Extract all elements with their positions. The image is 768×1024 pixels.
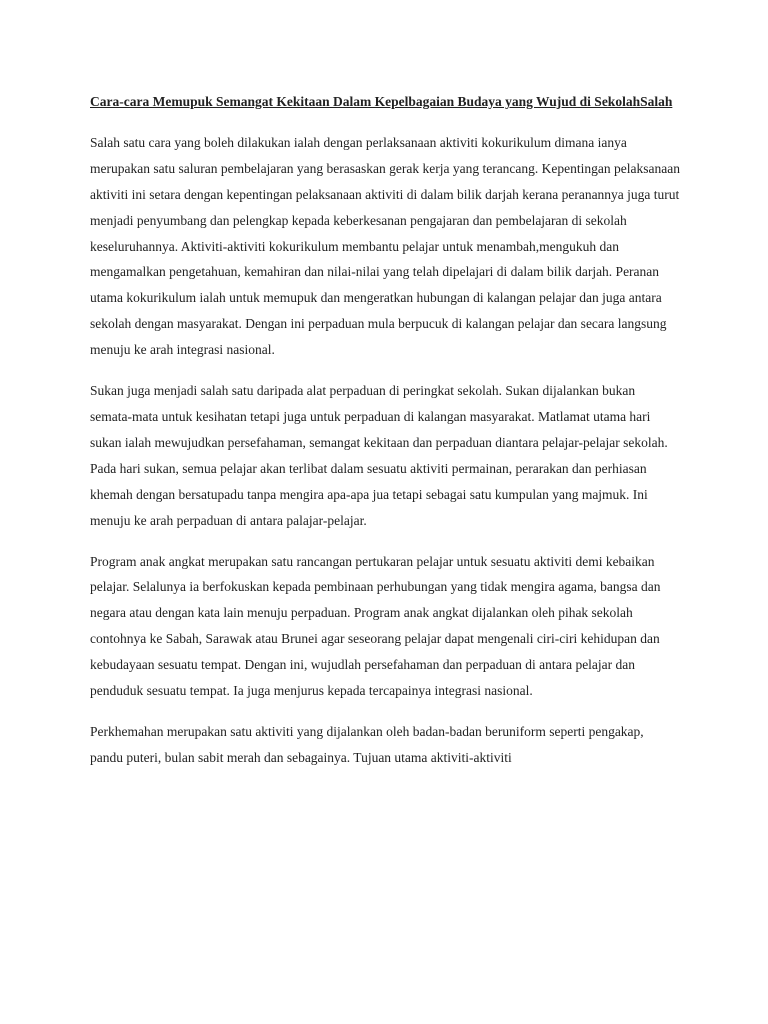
paragraph-anak-angkat: Program anak angkat merupakan satu rancangan pertukaran pelajar untuk sesuatu aktiviti demi kebaikan pelajar. Selalunya ia berfokuskan kepada pembinaan perhubungan yang tidak mengira agama, bangsa dan negara atau dengan kata lain menuju perpaduan. Program anak angkat dijalankan oleh pihak sekolah contohnya ke Sabah, Sarawak atau Brunei agar seseorang pelajar dapat mengenali ciri-ciri kehidupan dan kebudayaan sesuatu tempat. Dengan ini, wujudlah persefahaman dan perpaduan di antara pelajar dan penduduk sesuatu tempat. Ia juga menjurus kepada tercapainya integrasi nasional. (90, 553, 661, 699)
paragraph-sukan: Sukan juga menjadi salah satu daripada alat perpaduan di peringkat sekolah. Sukan dijalankan bukan semata-mata untuk kesihatan tetapi juga untuk perpaduan di kalangan masyarakat. Matlamat utama hari sukan ialah mewujudkan persefahaman, semangat kekitaan dan perpaduan diantara pelajar-pelajar sekolah. Pada hari sukan, semua pelajar akan terlibat dalam sesuatu aktiviti permainan, perarakan dan perhiasan khemah dengan bersatupadu tanpa mengira apa-apa jua tetapi sebagai satu kumpulan yang majmuk. Ini menuju ke arah perpaduan di antara palajar-pelajar. (90, 383, 668, 528)
document-body (90, 89, 680, 786)
document-title: Cara-cara Memupuk Semangat Kekitaan Dalam Kepelbagaian Budaya yang Wujud di SekolahSalah (90, 94, 673, 109)
paragraph-kokurikulum: Salah satu cara yang boleh dilakukan ialah dengan perlaksanaan aktiviti kokurikulum dimana ianya merupakan satu saluran pembelajaran yang berasaskan gerak kerja yang terancang. Kepentingan pelaksanaan aktiviti ini setara dengan kepentingan pelaksanaan aktiviti di dalam bilik darjah kerana peranannya juga turut menjadi penyumbang dan pelengkap kepada keberkesanan pengajaran dan pembelajaran di sekolah keseluruhannya. Aktiviti-aktiviti kokurikulum membantu pelajar untuk menambah,mengukuh dan mengamalkan pengetahuan, kemahiran dan nilai-nilai yang telah dipelajari di dalam bilik darjah. Peranan utama kokurikulum ialah untuk memupuk dan mengeratkan hubungan di kalangan pelajar dan juga antara sekolah dengan masyarakat. Dengan ini perpaduan mula berpucuk di kalangan pelajar dan secara langsung menuju ke arah integrasi nasional. (90, 134, 680, 358)
paragraph-perkhemahan: Perkhemahan merupakan satu aktiviti yang dijalankan oleh badan-badan beruniform seperti pengakap, pandu puteri, bulan sabit merah dan sebagainya. Tujuan utama aktiviti-aktiviti (90, 723, 644, 765)
